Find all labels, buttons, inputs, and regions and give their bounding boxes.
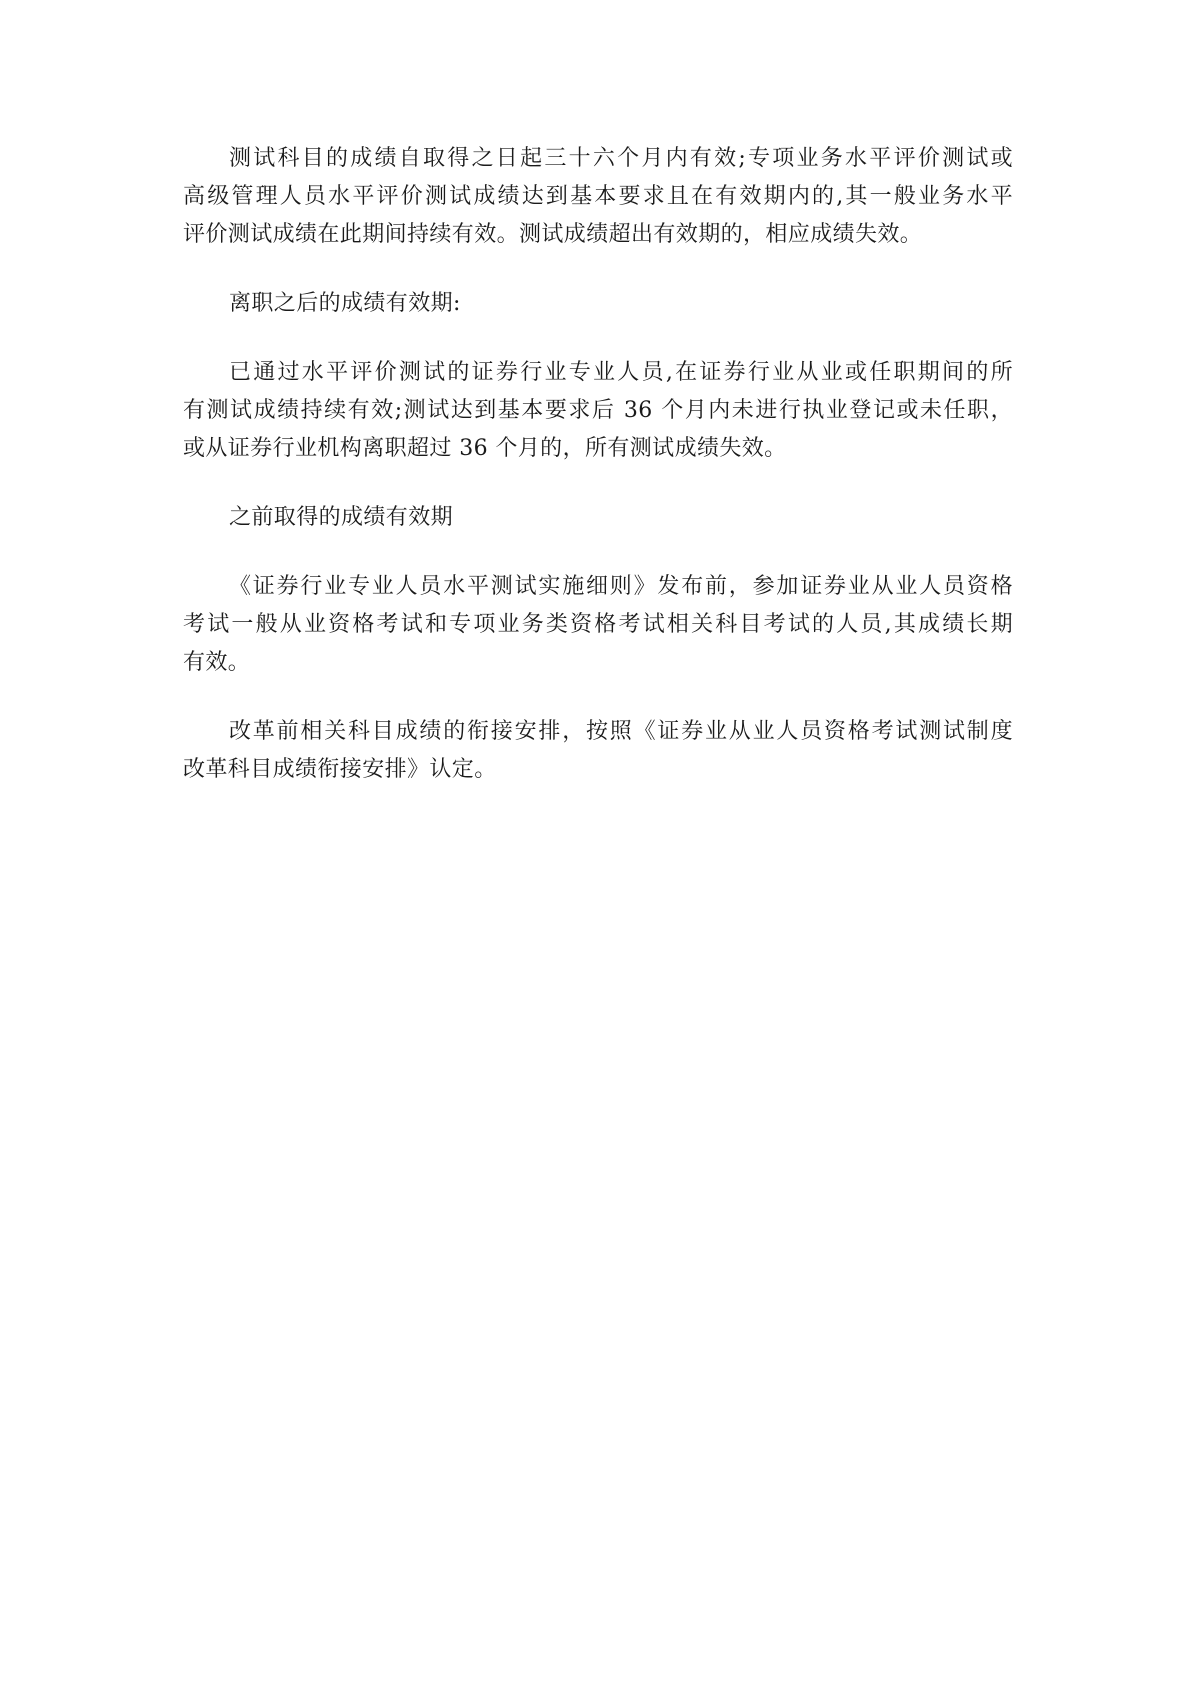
text-line: 考试一般从业资格考试和专项业务类资格考试相关科目考试的人员,其成绩长期 xyxy=(183,612,1013,637)
text-line: 已通过水平评价测试的证券行业专业人员,在证券行业从业或任职期间的所 xyxy=(229,360,1013,385)
text-line: 评价测试成绩在此期间持续有效。测试成绩超出有效期的，相应成绩失效。 xyxy=(183,222,923,247)
text-line: 测试科目的成绩自取得之日起三十六个月内有效;专项业务水平评价测试或 xyxy=(229,146,1013,171)
text-line: 高级管理人员水平评价测试成绩达到基本要求且在有效期内的,其一般业务水平 xyxy=(183,184,1013,209)
text-line: 《证券行业专业人员水平测试实施细则》发布前，参加证券业从业人员资格 xyxy=(229,574,1013,599)
paragraph-after-resignation xyxy=(183,354,1013,468)
text-line: 有效。 xyxy=(183,650,251,675)
paragraph-transition-arrangement xyxy=(183,713,1013,789)
heading-after-resignation xyxy=(183,285,1013,323)
text-line: 或从证券行业机构离职超过 36 个月的，所有测试成绩失效。 xyxy=(183,436,787,461)
paragraph-score-validity xyxy=(183,140,1013,254)
heading-previous-scores xyxy=(183,499,1013,537)
text-line: 有测试成绩持续有效;测试达到基本要求后 36 个月内未进行执业登记或未任职， xyxy=(183,398,1013,423)
text-line: 离职之后的成绩有效期: xyxy=(229,291,461,316)
text-line: 改革前相关科目成绩的衔接安排，按照《证券业从业人员资格考试测试制度 xyxy=(229,719,1013,744)
text-line: 之前取得的成绩有效期 xyxy=(229,505,454,530)
text-line: 改革科目成绩衔接安排》认定。 xyxy=(183,757,497,782)
document-page xyxy=(183,140,1013,820)
paragraph-previous-scores xyxy=(183,568,1013,682)
